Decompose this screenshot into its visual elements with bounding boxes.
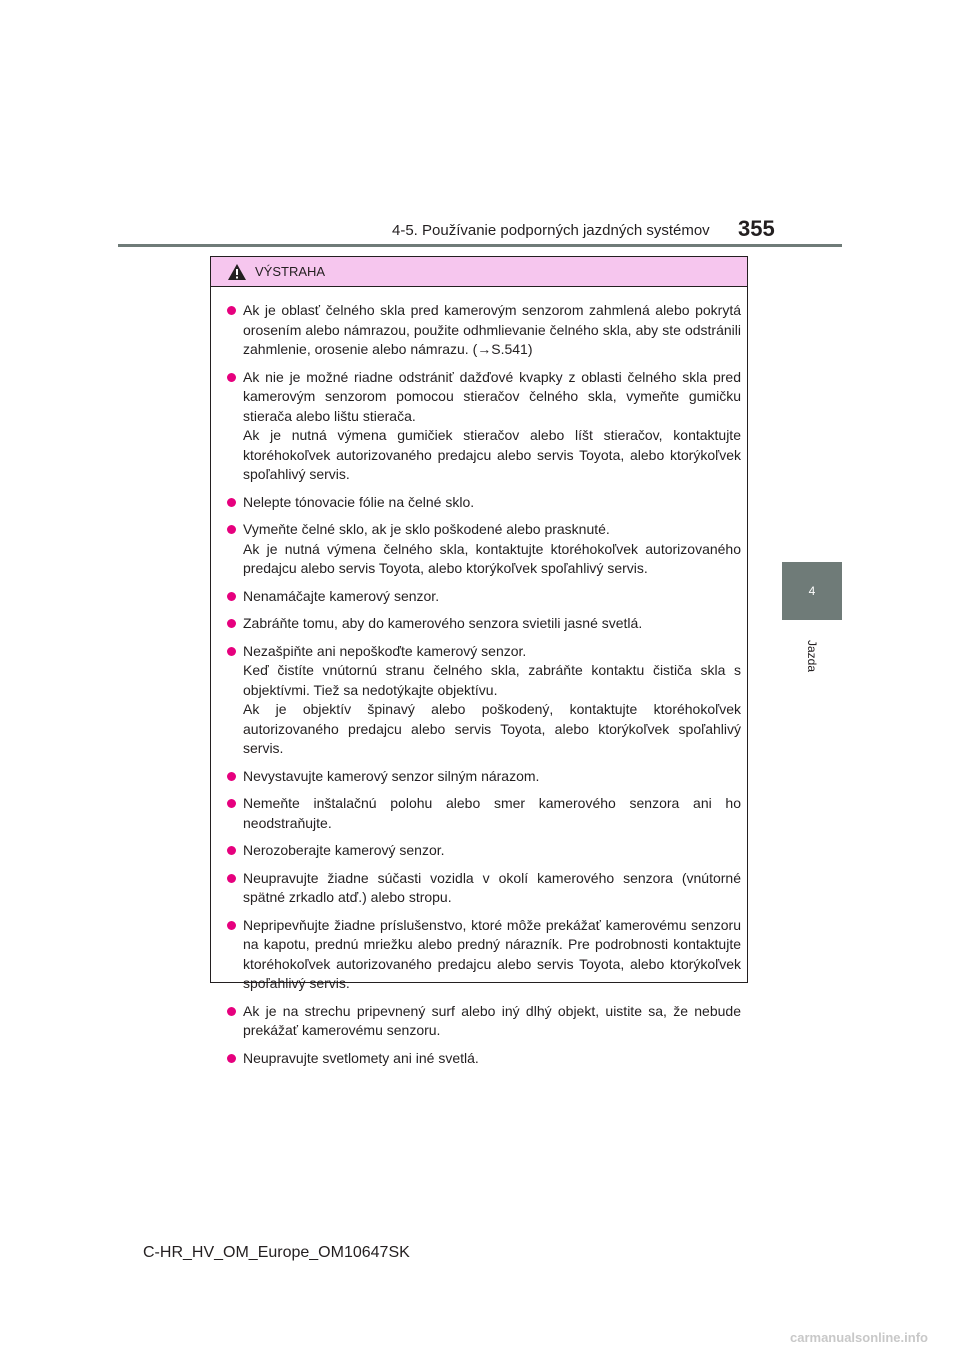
bullet-icon <box>227 1054 236 1063</box>
bullet-icon <box>227 799 236 808</box>
warning-item-text: Nenamáčajte kamerový senzor. <box>243 587 440 604</box>
warning-item-text: Nemeňte inštalačnú polohu alebo smer kamerového senzora ani ho neodstraňujte. <box>243 795 741 831</box>
warning-item <box>227 493 741 513</box>
bullet-icon <box>227 306 236 315</box>
warning-item <box>227 767 741 787</box>
page-number: 355 <box>738 216 775 241</box>
warning-item-text: Nelepte tónovacie fólie na čelné sklo. <box>243 493 475 510</box>
chapter-tab: 4 <box>782 562 842 620</box>
section-title: 4-5. Používanie podporných jazdných systémov <box>392 222 710 239</box>
warning-item <box>227 368 741 485</box>
document-code: C-HR_HV_OM_Europe_OM10647SK <box>143 1244 410 1261</box>
warning-item-text: Ak je objektív špinavý alebo poškodený, kontaktujte ktoréhokoľvek autorizovaného predajcu alebo servis Toyota, alebo ktorýkoľvek spoľahlivý servis. <box>243 701 741 756</box>
bullet-icon <box>227 525 236 534</box>
warning-item <box>227 520 741 579</box>
bullet-icon <box>227 772 236 781</box>
warning-item-text: Ak je na strechu pripevnený surf alebo iný dlhý objekt, uistite sa, že nebude prekážať kamerovému senzoru. <box>243 1002 741 1038</box>
warning-item-text: Neupravujte svetlomety ani iné svetlá. <box>243 1049 479 1066</box>
warning-item-text: Ak je nutná výmena gumičiek stieračov alebo líšt stieračov, kontaktujte ktoréhokoľvek autorizovaného predajcu alebo servis Toyota, alebo ktorýkoľvek spoľahlivý servis. <box>243 427 741 482</box>
warning-title: VÝSTRAHA <box>255 264 326 279</box>
warning-box <box>210 256 748 1066</box>
warning-item-text: Nerozoberajte kamerový senzor. <box>243 842 445 858</box>
warning-item-text: Nepripevňujte žiadne príslušenstvo, ktoré môže prekážať kamerovému senzoru na kapotu, prednú mriežku alebo predný nárazník. Pre podrobnosti kontaktujte ktoréhokoľvek autorizovaného predajcu alebo servis Toyota, alebo ktorýkoľvek spoľahlivý servis. <box>243 916 741 991</box>
bullet-icon <box>227 592 236 601</box>
bullet-icon <box>227 1007 236 1016</box>
warning-header <box>211 257 747 287</box>
watermark: carmanualsonline.info <box>790 1330 928 1345</box>
warning-item <box>227 301 741 360</box>
warning-item <box>227 587 741 607</box>
warning-item-text: Nevystavujte kamerový senzor silným nárazom. <box>243 767 540 784</box>
bullet-icon <box>227 498 236 507</box>
warning-item <box>227 1049 741 1069</box>
warning-item <box>227 916 741 994</box>
warning-item <box>227 841 741 861</box>
chapter-label <box>784 626 840 686</box>
warning-item-text: Vymeňte čelné sklo, ak je sklo poškodené alebo prasknuté. <box>243 521 610 537</box>
warning-item-text: Nezašpiňte ani nepoškoďte kamerový senzor. <box>243 642 527 659</box>
warning-item <box>227 614 741 634</box>
bullet-icon <box>227 921 236 930</box>
bullet-icon <box>227 874 236 883</box>
warning-item <box>227 869 741 908</box>
bullet-icon <box>227 647 236 656</box>
warning-item <box>227 1002 741 1041</box>
bullet-icon <box>227 846 236 855</box>
warning-list <box>211 287 747 1068</box>
header-divider <box>118 244 842 247</box>
warning-item-text: Neupravujte žiadne súčasti vozidla v okolí kamerového senzora (vnútorné spätné zrkadlo atď.) alebo stropu. <box>243 869 741 905</box>
warning-item <box>227 642 741 759</box>
bullet-icon <box>227 619 236 628</box>
warning-item-text: Ak nie je možné riadne odstrániť dažďové kvapky z oblasti čelného skla pred kamerovým senzorom pomocou stieračov čelného skla, vymeňte gumičku stierača alebo lištu stierača. <box>243 368 741 424</box>
warning-item-text: Zabráňte tomu, aby do kamerového senzora svietili jasné svetlá. <box>243 615 643 631</box>
warning-item <box>227 794 741 833</box>
warning-triangle-icon <box>227 263 247 281</box>
bullet-icon <box>227 373 236 382</box>
warning-item-text: Ak je oblasť čelného skla pred kamerovým senzorom zahmlená alebo pokrytá orosením alebo námrazou, použite odhmlievanie čelného skla, aby ste odstránili zahmlenie, orosenie alebo námrazu. (→S.541) <box>243 302 741 357</box>
warning-item-text: Keď čistíte vnútornú stranu čelného skla, zabráňte kontaktu čističa skla s objektívmi. Tiež sa nedotýkajte objektívu. <box>243 662 741 698</box>
chapter-label-text: Jazda <box>805 639 819 673</box>
warning-item-text: Ak je nutná výmena čelného skla, kontaktujte ktoréhokoľvek autorizovaného predajcu alebo servis Toyota, alebo ktorýkoľvek spoľahlivý servis. <box>243 540 741 576</box>
